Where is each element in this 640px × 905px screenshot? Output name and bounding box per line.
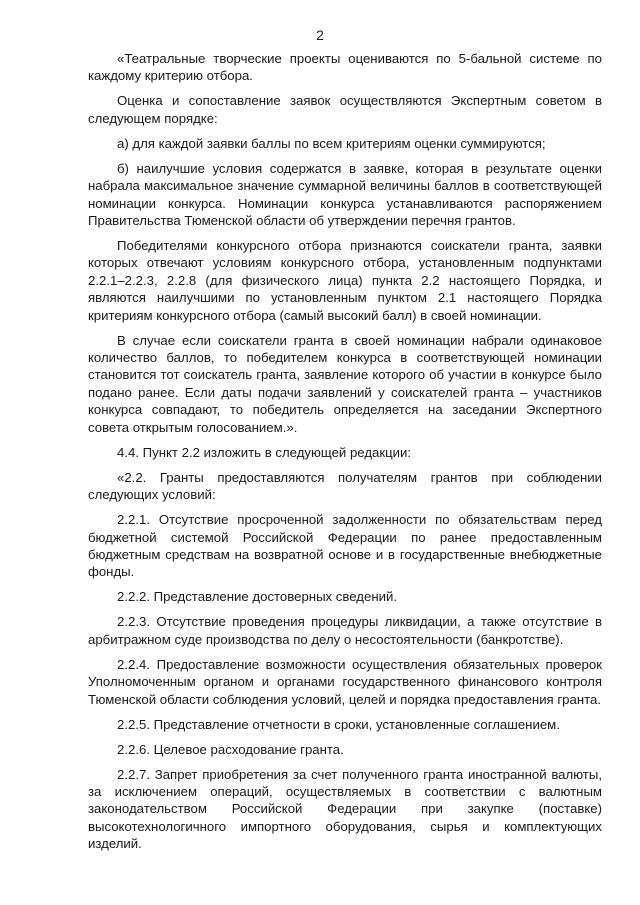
paragraph-2-2-1: 2.2.1. Отсутствие просроченной задолженности по обязательствам перед бюджетной системой Российской Федерации по ранее предоставленным бюджетным средствам на возвратной основе и в государственные внебюджетные фонды. — [88, 512, 602, 580]
paragraph-2-2-4: 2.2.4. Предоставление возможности осуществления обязательных проверок Уполномоченным органом и органами государственного финансового контроля Тюменской области соблюдения условий, целей и порядка предоставления гранта. — [88, 656, 602, 707]
paragraph-4-4: 4.4. Пункт 2.2 изложить в следующей редакции: — [117, 444, 412, 460]
paragraph-2-2-5: 2.2.5. Представление отчетности в сроки, установленные соглашением. — [117, 716, 560, 732]
paragraph-2-2: «2.2. Гранты предоставляются получателям грантов при соблюдении следующих условий: — [88, 469, 602, 503]
paragraph-evaluation-order: Оценка и сопоставление заявок осуществляются Экспертным советом в следующем порядке: — [88, 93, 602, 126]
paragraph-2-2-6: 2.2.6. Целевое расходование гранта. — [117, 741, 344, 757]
paragraph-winners: Победителями конкурсного отбора признаются соискатели гранта, заявки которых отвечают условиям конкурсного отбора, установленным подпунктами 2.2.1–2.2.3, 2.2.8 (для физического лица) пункта 2.2 настоящего Порядка, и являются наилучшими по установленным пунктом 2.1 настоящего Порядка критериям конкурсного отбора (самый высокий балл) в своей номинации. — [88, 238, 602, 323]
paragraph-2-2-7: 2.2.7. Запрет приобретения за счет полученного гранта иностранной валюты, за исключением операций, осуществляемых в соответствии с валютным законодательством Российской Федерации при закупке (поставке) высокотехнологичного импортного оборудования, сырья и комплектующих изделий. — [88, 766, 602, 852]
document-body — [88, 50, 602, 860]
page-number: 2 — [316, 27, 324, 43]
paragraph-item-a: а) для каждой заявки баллы по всем критериям оценки суммируются; — [117, 135, 546, 151]
paragraph-tie-rule: В случае если соискатели гранта в своей номинации набрали одинаковое количество баллов, то победителем конкурса в соответствующей номинации становится тот соискатель гранта, заявление которого об участии в конкурсе было подано ранее. Если даты подачи заявлений у соискателей гранта – участников конкурса совпадают, то победитель определяется на заседании Экспертного совета открытым голосованием.». — [88, 332, 602, 435]
paragraph-2-2-3: 2.2.3. Отсутствие проведения процедуры ликвидации, а также отсутствие в арбитражном суде производства по делу о несостоятельности (банкротстве). — [88, 614, 602, 647]
paragraph-item-b: б) наилучшие условия содержатся в заявке, которая в результате оценки набрала максимальное значение суммарной величины баллов в соответствующей номинации конкурса. Номинации конкурса устанавливаются распоряжением Правительства Тюменской области об утверждении перечня грантов. — [88, 160, 602, 229]
paragraph-rating-system: «Театральные творческие проекты оцениваются по 5-бальной системе по каждому критерию отбора. — [88, 51, 602, 84]
paragraph-2-2-2: 2.2.2. Представление достоверных сведений. — [117, 589, 398, 605]
